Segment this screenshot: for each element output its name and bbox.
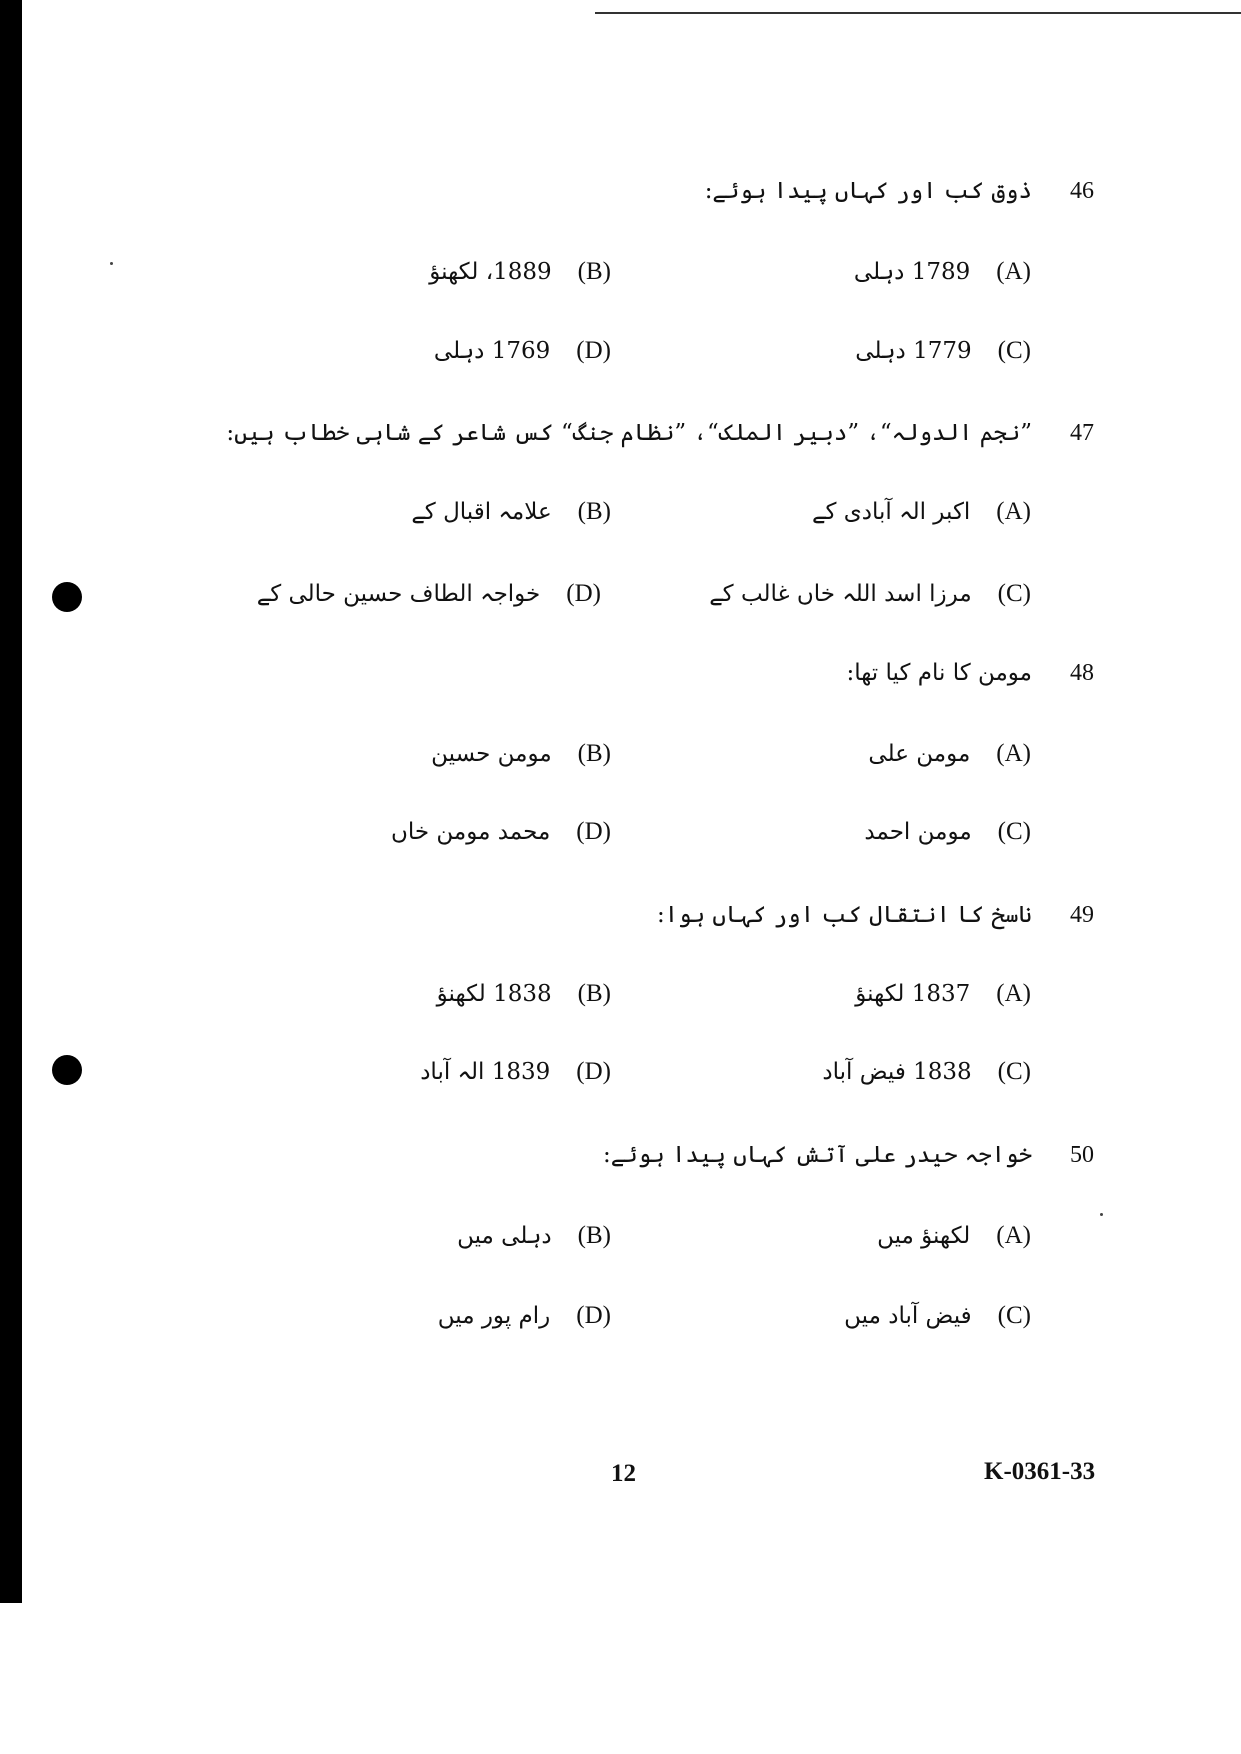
option-letter: (C) — [997, 580, 1031, 607]
option-d[interactable] — [391, 818, 611, 846]
option-a[interactable] — [812, 498, 1031, 526]
question-number: 48 — [1070, 660, 1094, 686]
option-text: خواجہ الطاف حسین حالی کے — [256, 581, 541, 607]
option-c[interactable] — [709, 580, 1031, 608]
option-text: رام پور میں — [437, 1303, 551, 1329]
option-a[interactable] — [855, 980, 1031, 1008]
option-letter: (C) — [997, 1302, 1031, 1329]
option-text: 1779 دہلی — [855, 338, 972, 364]
option-text: مومن علی — [868, 741, 971, 767]
option-text: فیض آباد میں — [844, 1303, 972, 1329]
option-text: محمد مومن خاں — [390, 819, 551, 845]
option-d[interactable] — [420, 1058, 611, 1086]
scan-speck — [110, 262, 113, 265]
option-letter: (B) — [577, 740, 611, 767]
option-b[interactable] — [411, 498, 611, 526]
question-text: ذوق کب اور کہاں پیدا ہوئے: — [704, 178, 1032, 204]
option-letter: (C) — [997, 1058, 1031, 1085]
question-number: 46 — [1070, 178, 1094, 204]
option-text: مومن احمد — [864, 819, 972, 845]
option-letter: (B) — [577, 980, 611, 1007]
option-text: 1769 دہلی — [433, 338, 551, 364]
scan-edge-bar — [0, 0, 22, 1603]
option-a[interactable] — [854, 258, 1031, 286]
option-d[interactable] — [434, 337, 611, 365]
option-a[interactable] — [868, 740, 1031, 768]
option-b[interactable] — [457, 1222, 611, 1250]
option-text: لکھنؤ میں — [877, 1223, 971, 1249]
option-letter: (C) — [997, 818, 1031, 845]
top-rule — [595, 12, 1241, 14]
question-number: 50 — [1070, 1142, 1094, 1168]
option-letter: (B) — [577, 498, 611, 525]
option-text: 1789 دہلی — [853, 259, 971, 285]
option-c[interactable] — [844, 1302, 1031, 1330]
option-letter: (D) — [576, 337, 611, 364]
question-text: ناسخ کا انتقال کب اور کہاں ہوا: — [656, 902, 1032, 928]
option-c[interactable] — [864, 818, 1031, 846]
option-text: 1837 لکھنؤ — [855, 981, 971, 1007]
question-text: خواجہ حیدر علی آتش کہاں پیدا ہوئے: — [603, 1142, 1032, 1168]
option-text: 1838 فیض آباد — [822, 1059, 972, 1085]
option-text: 1839 الہ آباد — [420, 1059, 551, 1085]
option-letter: (A) — [996, 980, 1031, 1007]
option-c[interactable] — [855, 337, 1031, 365]
option-a[interactable] — [877, 1222, 1031, 1250]
option-b[interactable] — [437, 980, 611, 1008]
option-text: علامہ اقبال کے — [411, 499, 552, 525]
option-letter: (B) — [577, 1222, 611, 1249]
option-letter: (A) — [996, 498, 1031, 525]
option-text: 1838 لکھنؤ — [436, 981, 552, 1007]
option-text: اکبر الہ آبادی کے — [812, 499, 971, 525]
scan-speck — [1100, 1213, 1103, 1216]
option-letter: (A) — [996, 740, 1031, 767]
option-letter: (C) — [997, 337, 1031, 364]
option-text: مومن حسین — [431, 741, 552, 767]
option-c[interactable] — [822, 1058, 1031, 1086]
page-number: 12 — [611, 1460, 636, 1487]
question-text: ”نجم الدولہ“، ”دبیر الملک“، ”نظام جنگ“ کس شاعر کے شاہی خطاب ہیں: — [226, 420, 1032, 446]
option-letter: (D) — [576, 1058, 611, 1085]
question-number: 49 — [1070, 902, 1094, 928]
option-d[interactable] — [438, 1302, 611, 1330]
option-b[interactable] — [431, 740, 611, 768]
option-letter: (B) — [577, 258, 611, 285]
option-text: مرزا اسد اللہ خاں غالب کے — [709, 581, 972, 607]
option-text: دہلی میں — [457, 1223, 552, 1249]
option-b[interactable] — [429, 258, 611, 286]
option-d[interactable] — [257, 580, 601, 608]
option-letter: (D) — [576, 818, 611, 845]
option-letter: (D) — [566, 580, 601, 607]
option-letter: (D) — [576, 1302, 611, 1329]
question-number: 47 — [1070, 420, 1094, 446]
option-letter: (A) — [996, 258, 1031, 285]
punch-hole-lower — [52, 1055, 82, 1085]
option-letter: (A) — [996, 1222, 1031, 1249]
document-code: K-0361-33 — [984, 1458, 1096, 1485]
option-text: 1889، لکھنؤ — [429, 259, 552, 285]
question-text: مومن کا نام کیا تھا: — [846, 660, 1032, 686]
punch-hole-upper — [52, 582, 82, 612]
